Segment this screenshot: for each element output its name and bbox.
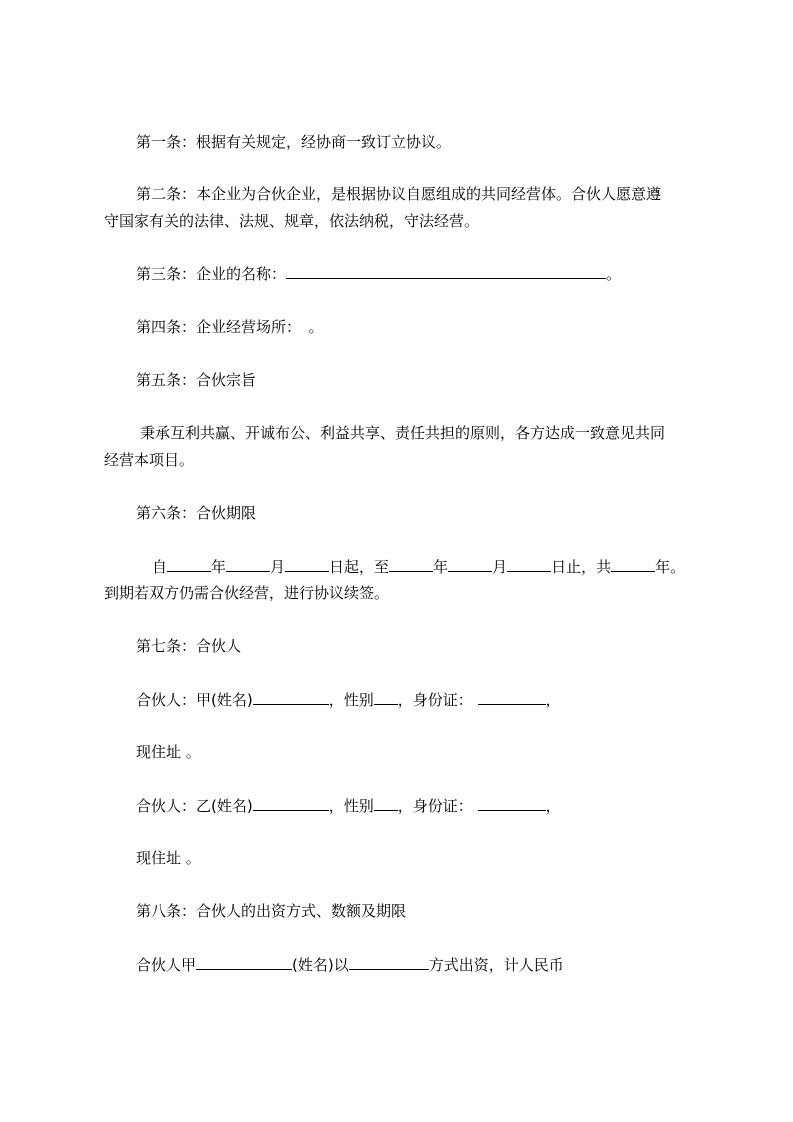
partner-b-end: ， — [545, 797, 561, 815]
partner-b-line — [136, 796, 723, 815]
contribution-line — [136, 955, 723, 974]
partner-a-sex-blank[interactable] — [374, 690, 398, 705]
contribution-end: 方式出资，计人民币 — [428, 956, 564, 974]
partner-a-id-blank[interactable] — [478, 690, 546, 705]
article-8: 第八条：合伙人的出资方式、数额及期限 — [136, 902, 407, 920]
partner-b-label: 合伙人：乙(姓名) — [136, 797, 253, 815]
partner-b-id-label: ，身份证： — [397, 797, 473, 815]
term-years: 年。 — [655, 558, 686, 576]
purpose-line-1: 秉承互利共赢、开诚布公、利益共享、责任共担的原则，各方达成一致意见共同 — [140, 424, 666, 442]
term-year-2: 年 — [433, 558, 449, 576]
partner-a-address: 现住址 。 — [136, 743, 201, 761]
partner-b-sex-label: ，性别 — [328, 797, 374, 815]
partner-a-label: 合伙人：甲(姓名) — [136, 691, 253, 709]
article-2-line-1: 第二条：本企业为合伙企业，是根据协议自愿组成的共同经营体。合伙人愿意遵 — [136, 185, 662, 203]
partner-b-address: 现住址 。 — [136, 849, 201, 867]
article-3-end: 。 — [606, 265, 622, 283]
term-line-2: 到期若双方仍需合伙经营，进行协议续签。 — [104, 584, 390, 602]
partner-b-name-blank[interactable] — [253, 796, 329, 811]
article-5: 第五条：合伙宗旨 — [136, 371, 257, 389]
purpose-line-2: 经营本项目。 — [104, 451, 195, 469]
contribution-mid: (姓名)以 — [292, 956, 349, 974]
start-day-blank[interactable] — [285, 557, 329, 572]
company-name-blank[interactable] — [286, 264, 606, 279]
article-7: 第七条：合伙人 — [136, 637, 242, 655]
partner-b-sex-blank[interactable] — [374, 796, 398, 811]
partner-a-line — [136, 690, 723, 709]
article-4: 第四条：企业经营场所： 。 — [136, 318, 324, 336]
partner-a-sex-label: ，性别 — [328, 691, 374, 709]
partner-a-id-label: ，身份证： — [397, 691, 473, 709]
article-2-line-2: 守国家有关的法律、法规、规章，依法纳税，守法经营。 — [104, 212, 480, 230]
partner-a-end: ， — [545, 691, 561, 709]
end-year-blank[interactable] — [389, 557, 433, 572]
article-1: 第一条：根据有关规定，经协商一致订立协议。 — [136, 133, 452, 151]
term-to: 日起，至 — [329, 558, 390, 576]
contribution-label: 合伙人甲 — [136, 956, 197, 974]
total-years-blank[interactable] — [611, 557, 655, 572]
article-3 — [136, 264, 723, 283]
start-month-blank[interactable] — [226, 557, 270, 572]
article-3-label: 第三条：企业的名称： — [136, 265, 287, 283]
term-line — [152, 557, 723, 576]
end-day-blank[interactable] — [507, 557, 551, 572]
partner-a-name-blank[interactable] — [253, 690, 329, 705]
end-month-blank[interactable] — [448, 557, 492, 572]
partner-b-id-blank[interactable] — [478, 796, 546, 811]
contribution-method-blank[interactable] — [349, 955, 429, 970]
term-month-1: 月 — [270, 558, 286, 576]
start-year-blank[interactable] — [167, 557, 211, 572]
term-month-2: 月 — [492, 558, 508, 576]
term-from: 自 — [152, 558, 168, 576]
article-6: 第六条：合伙期限 — [136, 504, 257, 522]
term-year-1: 年 — [211, 558, 227, 576]
term-end: 日止，共 — [551, 558, 612, 576]
contributor-name-blank[interactable] — [196, 955, 292, 970]
